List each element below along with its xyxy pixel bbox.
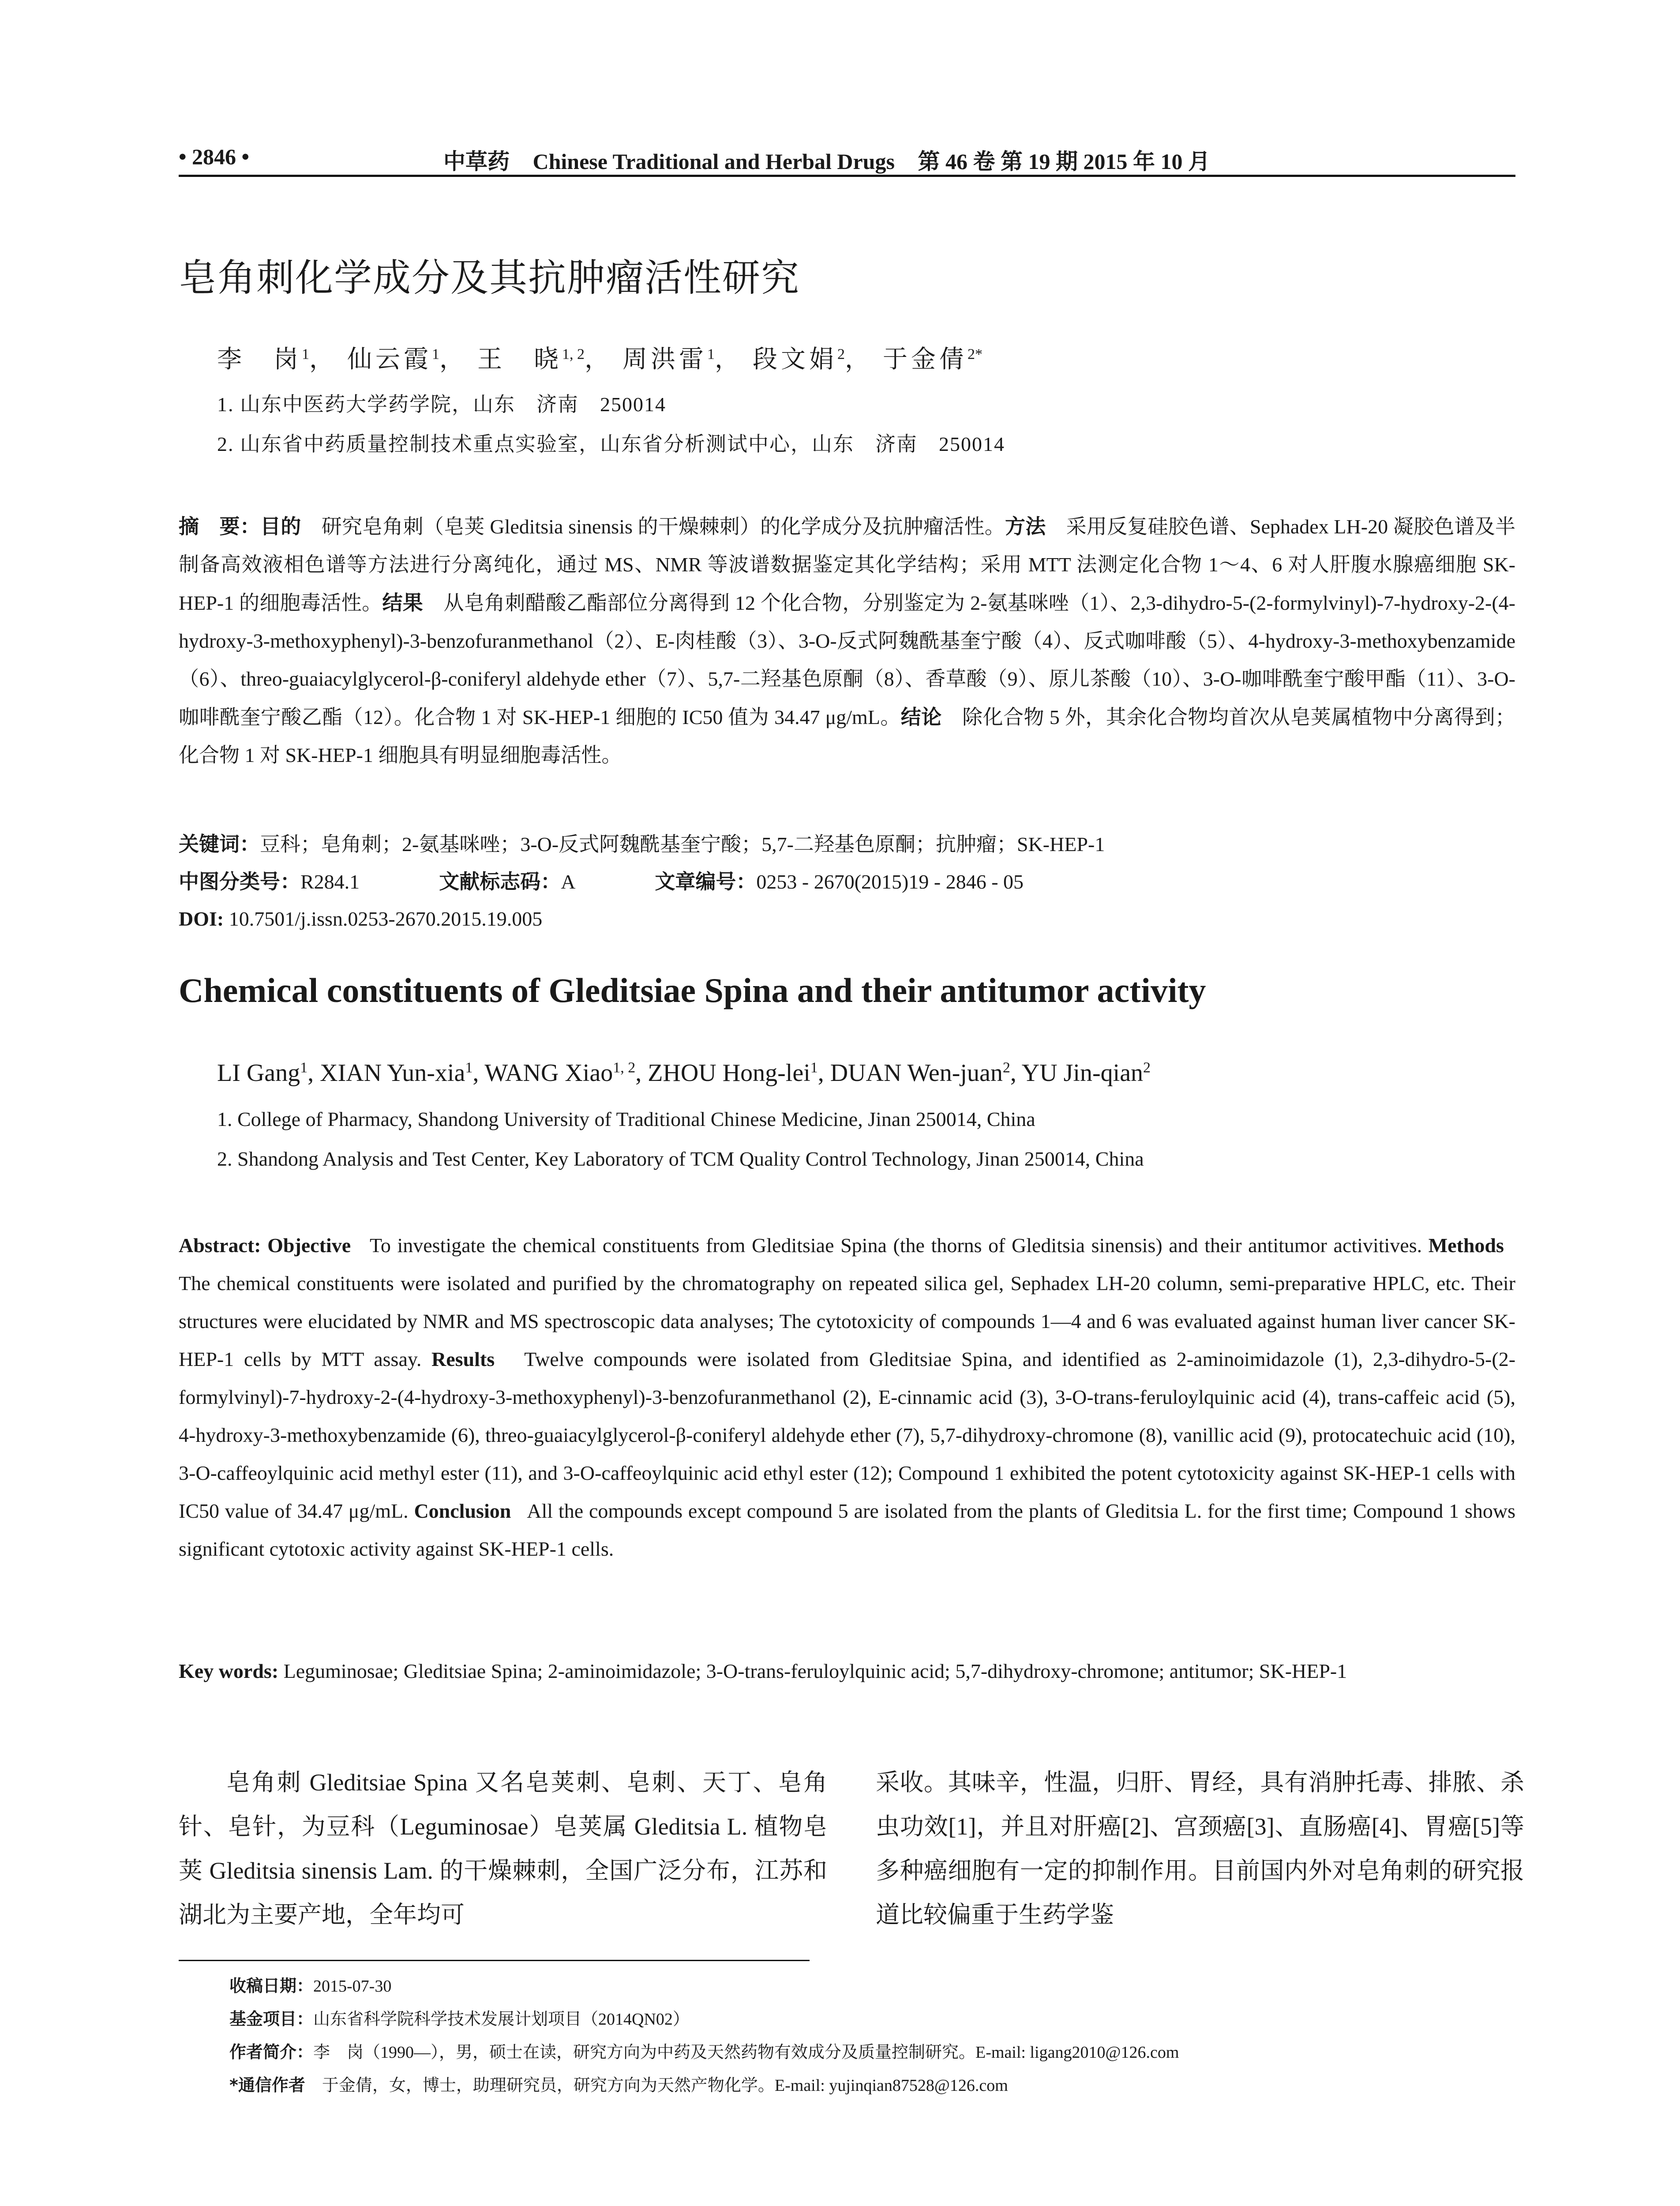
author-affiliation-mark: 2 xyxy=(1143,1059,1151,1076)
running-header xyxy=(179,140,1515,177)
doi-line xyxy=(179,900,1515,938)
footnote-label: 基金项目： xyxy=(229,2009,314,2029)
author-list-cn: 李 岗$^1$， 仙云霞$^1$， 王 晓$^{1, 2}$， 周洪雷$^1$， 段文娟$^2$， 于金倩$^{2*}$ xyxy=(217,346,982,373)
abstract-label: 摘 要： xyxy=(179,514,260,538)
author-name: 段文娟 xyxy=(753,346,837,373)
clc-value: R284.1 xyxy=(300,870,360,893)
author-affiliation-mark: 1 xyxy=(810,1059,818,1076)
results-text: 从皂角刺醋酸乙酯部位分离得到 12 个化合物，分别鉴定为 2-氨基咪唑（1）、2,3-dihydro-5-(2-formylvinyl)-7-hydroxy-2-(4-hydroxy-3-methoxyphenyl)-3-benzofuranmethanol（2）、E-肉桂酸（3）、3-O-反式阿魏酰基奎宁酸（4）、反式咖啡酸（5）、4-hydroxy-3-methoxybenzamide（6）、threo-guaiacylglycerol-β-coniferyl aldehyde ether（7）、5,7-二羟基色原酮（8）、香草酸（9）、原儿茶酸（10）、3-O-咖啡酰奎宁酸甲酯（11）、3-O-咖啡酰奎宁酸乙酯（12）。化合物 1 对 SK-HEP-1 细胞的 IC50 值为 34.47 μg/mL。 xyxy=(179,592,1515,728)
author-affiliation-mark: 1 xyxy=(465,1059,473,1076)
keywords-en xyxy=(179,1652,1515,1690)
author-name: 李 岗 xyxy=(217,346,302,373)
author-name: LI Gang xyxy=(217,1059,300,1087)
footnote-text: 于金倩，女，博士，助理研究员，研究方向为天然产物化学。E-mail: yujinqian87528@126.com xyxy=(322,2076,1008,2095)
objective-text: To investigate the chemical constituents from Gleditsiae Spina (the thorns of Gleditsia sinensis) and their antitumor activitives. xyxy=(370,1234,1422,1257)
journal-line xyxy=(443,144,1210,176)
results-label: 结果 xyxy=(382,591,424,615)
page-number: • 2846 • xyxy=(179,144,250,169)
author-affiliation-mark: 2 xyxy=(1002,1059,1010,1076)
objective-label: Objective xyxy=(267,1234,351,1257)
affiliation-en: 2. Shandong Analysis and Test Center, Key Laboratory of TCM Quality Control Technology, Jinan 250014, China xyxy=(217,1148,1144,1170)
author-affiliation-mark: 2 xyxy=(837,346,845,363)
author-affiliation-mark: 1 xyxy=(302,346,309,363)
footnote-text: 山东省科学院科学技术发展计划项目（2014QN02） xyxy=(313,2010,690,2029)
author-name: 于金倩 xyxy=(883,346,968,373)
article-number-label: 文章编号： xyxy=(655,870,757,893)
abstract-en xyxy=(179,1227,1515,1568)
footnote-author-bio xyxy=(229,2038,1179,2063)
journal-name-cn: 中草药 xyxy=(443,148,510,174)
affiliation-cn: 2. 山东省中药质量控制技术重点实验室，山东省分析测试中心，山东 济南 250014 xyxy=(217,433,1005,455)
conclusion-label: Conclusion xyxy=(414,1500,511,1522)
author-list-en: LI Gang$^1$, XIAN Yun-xia$^1$, WANG Xiao$^{1, 2}$, ZHOU Hong-lei$^1$, DUAN Wen-juan$^2$, YU Jin-qian$^2$ xyxy=(217,1059,1151,1087)
body-column-right: 采收。其味辛，性温，归肝、胃经，具有消肿托毒、排脓、杀虫功效[1]，并且对肝癌[2]、宫颈癌[3]、直肠癌[4]、胃癌[5]等多种癌细胞有一定的抑制作用。目前国内外对皂角刺的研究报道比较偏重于生药学鉴 xyxy=(876,1769,1524,1928)
author-name: YU Jin-qian xyxy=(1021,1059,1144,1087)
author-affiliation-mark: 1 xyxy=(300,1059,308,1076)
keywords-text: 豆科；皂角刺；2-氨基咪唑；3-O-反式阿魏酰基奎宁酸；5,7-二羟基色原酮；抗肿瘤；SK-HEP-1 xyxy=(260,833,1105,855)
author-name: XIAN Yun-xia xyxy=(320,1059,465,1087)
abstract-label: Abstract: xyxy=(179,1234,261,1257)
author-name: WANG Xiao xyxy=(484,1059,613,1087)
keywords-cn xyxy=(179,825,1515,863)
author-name: 仙云霞 xyxy=(347,346,432,373)
footnote-corresponding xyxy=(229,2071,1008,2096)
abstract-cn xyxy=(179,507,1515,774)
author-name: 周洪雷 xyxy=(622,346,707,373)
clc-label: 中图分类号： xyxy=(179,870,300,893)
keywords-label: Key words: xyxy=(179,1660,279,1682)
doc-code-label: 文献标志码： xyxy=(439,870,561,893)
article-title-en: Chemical constituents of Gleditsiae Spina and their antitumor activity xyxy=(179,971,1206,1009)
footnote-label: *通信作者 xyxy=(229,2075,305,2095)
author-name: DUAN Wen-juan xyxy=(830,1059,1003,1087)
footnote-text: 2015-07-30 xyxy=(313,1977,392,1996)
keywords-label: 关键词： xyxy=(179,832,260,856)
doc-code-value: A xyxy=(561,870,576,893)
keywords-text: Leguminosae; Gleditsiae Spina; 2-aminoimidazole; 3-O-trans-feruloylquinic acid; 5,7-dihydroxy-chromone; antitumor; SK-HEP-1 xyxy=(283,1660,1347,1682)
results-text: Twelve compounds were isolated from Gleditsiae Spina, and identified as 2-aminoimidazole (1), 2,3-dihydro-5-(2-formylvinyl)-7-hydroxy-2-(4-hydroxy-3-methoxyphenyl)-3-benzofuranmethanol (2), E-cinnamic acid (3), 3-O-trans-feruloylquinic acid (4), trans-caffeic acid (5), 4-hydroxy-3-methoxybenzamide (6), threo-guaiacylglycerol-β-coniferyl aldehyde ether (7), 5,7-dihydroxy-chromone (8), vanillic acid (9), protocatechuic acid (10), 3-O-caffeoylquinic acid methyl ester (11), and 3-O-caffeoylquinic acid ethyl ester (12); Compound 1 exhibited the potent cytotoxicity against SK-HEP-1 cells with IC50 value of 34.47 μg/mL. xyxy=(179,1348,1516,1522)
affiliation-cn: 1. 山东中医药大学药学院，山东 济南 250014 xyxy=(217,393,666,416)
article-title-cn: 皂角刺化学成分及其抗肿瘤活性研究 xyxy=(179,256,800,300)
author-name: 王 晓 xyxy=(477,346,562,373)
conclusion-label: 结论 xyxy=(900,705,942,729)
author-affiliation-mark: 2* xyxy=(968,346,982,363)
author-name: ZHOU Hong-lei xyxy=(648,1059,810,1087)
affiliation-en: 1. College of Pharmacy, Shandong University of Traditional Chinese Medicine, Jinan 250014, China xyxy=(217,1108,1035,1130)
methods-text: 采用反复硅胶色谱、Sephadex LH-20 凝胶色谱及半制备高效液相色谱等方法进行分离纯化，通过 MS、NMR 等波谱数据鉴定其化学结构；采用 MTT 法测定化合物 1～4、6 对人肝腹水腺癌细胞 SK-HEP-1 的细胞毒活性。 xyxy=(179,515,1516,614)
footnote-rule xyxy=(179,1960,810,1961)
methods-label: 方法 xyxy=(1005,514,1046,538)
results-label: Results xyxy=(431,1348,495,1370)
classification-line xyxy=(179,863,1515,901)
author-affiliation-mark: 1 xyxy=(707,346,715,363)
author-affiliation-mark: 1, 2 xyxy=(613,1059,636,1076)
body-column-left: 皂角刺 Gleditsiae Spina 又名皂荚刺、皂刺、天丁、皂角针、皂针，为豆科（Leguminosae）皂荚属 Gleditsia L. 植物皂荚 Gleditsia sinensis Lam. 的干燥棘刺，全国广泛分布，江苏和湖北为主要产地，全年均可 xyxy=(179,1769,827,1928)
journal-name-en: Chinese Traditional and Herbal Drugs xyxy=(532,149,895,174)
footnote-label: 作者简介： xyxy=(229,2042,314,2062)
article-number-value: 0253 - 2670(2015)19 - 2846 - 05 xyxy=(756,870,1024,893)
footnote-fund xyxy=(229,2005,690,2030)
author-affiliation-mark: 1 xyxy=(432,346,439,363)
author-affiliation-mark: 1, 2 xyxy=(562,346,585,363)
conclusion-text: 除化合物 5 外，其余化合物均首次从皂荚属植物中分离得到；化合物 1 对 SK-HEP-1 细胞具有明显细胞毒活性。 xyxy=(179,706,1516,766)
footnote-label: 收稿日期： xyxy=(229,1976,314,1996)
methods-label: Methods xyxy=(1428,1234,1504,1257)
doi-value: 10.7501/j.issn.0253-2670.2015.19.005 xyxy=(229,908,543,930)
conclusion-text: All the compounds except compound 5 are isolated from the plants of Gleditsia L. for the first time; Compound 1 shows significant cytotoxic activity against SK-HEP-1 cells. xyxy=(179,1500,1516,1560)
footnote-received xyxy=(229,1972,391,1996)
objective-label: 目的 xyxy=(260,514,301,538)
footnote-text: 李 岗（1990—），男，硕士在读，研究方向为中药及天然药物有效成分及质量控制研究。E-mail: ligang2010@126.com xyxy=(313,2043,1179,2062)
objective-text: 研究皂角刺（皂荚 Gleditsia sinensis 的干燥棘刺）的化学成分及抗肿瘤活性。 xyxy=(321,515,1005,538)
doi-label: DOI: xyxy=(179,908,224,930)
methods-text: The chemical constituents were isolated and purified by the chromatography on repeated silica gel, Sephadex LH-20 column, semi-preparative HPLC, etc. Their structures were elucidated by NMR and MS spectroscopic data analyses; The cytotoxicity of compounds 1—4 and 6 was evaluated against human liver cancer SK-HEP-1 cells by MTT assay. xyxy=(179,1272,1515,1370)
issue-info: 第 46 卷 第 19 期 2015 年 10 月 xyxy=(918,149,1210,174)
